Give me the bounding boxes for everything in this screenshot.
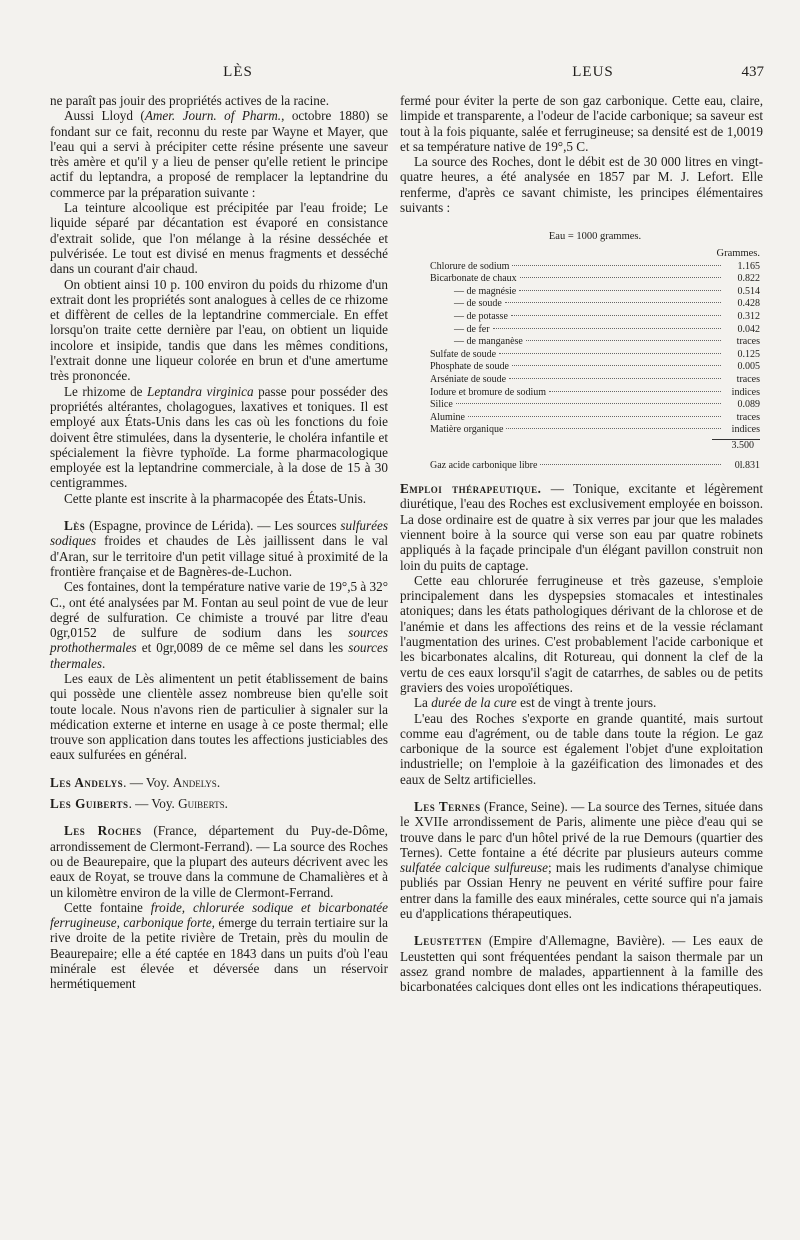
row-value: traces (736, 411, 760, 423)
paragraph: Cette plante est inscrite à la pharmacopée des États-Unis. (64, 490, 367, 506)
paragraph: fermé pour éviter la perte de son gaz carbonique. Cette eau, claire, limpide et transparente, a l'odeur de l'acide carbonique; sa saveur est tout à la fois piquante, salée et ferrugineuse; sa densité est de 1,0019 et sa température native de 19°,5 C. (400, 93, 763, 154)
entry-emploi: Emploi thérapeutique. — Tonique, excitante et légèrement diurétique, l'eau des Roches est exclusivement employée en boisson. La dose ordinaire est de quatre à six verres par jour que les malades viennent boire à la source qui verse son eau par quatre robinets appliqués à la façade principale d'un élégant pavillon construit non loin du puits de captage. (400, 481, 763, 573)
table-row-gas (430, 460, 760, 473)
headword: Emploi thérapeutique. (400, 481, 542, 497)
headword: Leustetten (414, 933, 482, 949)
row-name: — de soude (454, 298, 502, 310)
table-row (430, 374, 760, 387)
row-name: Matière organique (430, 424, 504, 436)
row-name: Alumine (430, 411, 465, 423)
table-rows (430, 261, 760, 437)
paragraph: Les eaux de Lès alimentent un petit établissement de bains qui possède une clientèle assez nombreuse bien qu'elle soit toute locale. Nous n'avons rien de particulier à signaler sur la médication externe et interne en usage à ce poste thermal; elle trouve son application dans toutes les affections justiciables des eaux sulfurées en général. (50, 670, 388, 763)
headword: Les Guiberts (50, 796, 129, 812)
paragraph: Ces fontaines, dont la température native varie de 19°,5 à 32° C., ont été analysées par M. Fontan au seul point de vue de leur degré de sulfuration. Ce chimiste a trouvé par litre d'eau 0gr,0152 de sulfure de sodium dans les sources prothothermales et 0gr,0089 de ce même sel dans les sources thermales. (50, 579, 389, 671)
row-value: indices (731, 424, 760, 436)
right-column (400, 93, 763, 995)
entry-leustetten: Leustetten (Empire d'Allemagne, Bavière). — Les eaux de Leustetten qui sont fréquentées pendant la saison thermale par un assez grand nombre de malades, appartiennent à la famille des bicarbonatées calciques dont elles ont les indications thérapeutiques. (400, 933, 763, 995)
table-row (430, 399, 760, 412)
paragraph: La durée de la cure est de vingt à trente jours. (414, 695, 657, 711)
row-value: 0.089 (737, 399, 760, 411)
table-row (430, 261, 760, 274)
entry-les-andelys: Les Andelys. — Voy. Andelys. (50, 774, 221, 790)
headword: Les Ternes (414, 799, 481, 814)
row-value: 0.822 (737, 273, 760, 285)
row-name: Gaz acide carbonique libre (430, 460, 538, 472)
row-name: Phosphate de soude (430, 361, 509, 373)
row-value: traces (736, 373, 760, 385)
entry-les-roches: Les Roches (France, département du Puy-de-Dôme, arrondissement de Clermont-Ferrand). — La source des Roches ou de Beaurepaire, que la plupart des auteurs décrivent avec les eaux de Royat, se trouve dans la commune de Chamalières et à un kilomètre environ de la ville de Clermont-Ferrand. (50, 823, 388, 900)
headword: Les Roches (64, 823, 142, 839)
row-name: Iodure et bromure de sodium (430, 386, 547, 398)
headword: Lès (64, 518, 86, 534)
paragraph: On obtient ainsi 10 p. 100 environ du poids du rhizome d'un extrait dont les propriétés sont analogues à celles de ce rhizome et diffèrent de celles de la leptandrine commerciale. En effet lorsqu'on traite cette dernière par l'eau, on obtient un liquide incolore et insipide, tandis que dans les mêmes conditions, l'extrait donne une liqueur colorée en brun et d'une amertume très prononcée. (50, 276, 388, 384)
row-value: 0l.831 (734, 460, 760, 472)
page-number: 437 (741, 64, 764, 80)
table-caption: Eau = 1000 grammes. (548, 231, 642, 243)
paragraph: ne paraît pas jouir des propriétés actives de la racine. (50, 93, 330, 108)
paragraph: La source des Roches, dont le débit est de 30 000 litres en vingt-quatre heures, a été analysée en 1857 par M. J. Lefort. Elle renferme, d'après ce savant chimiste, les principes élémentaires suivants : (400, 154, 763, 216)
entry-les: Lès (Espagne, province de Lérida). — Les sources sulfurées sodiques froides et chaudes de Lès jaillissent dans le val d'Aran, sur le territoire d'un petit village situé à proximité de la frontière française et de Bagnères-de-Luchon. (50, 518, 388, 579)
row-value: 0.312 (737, 310, 760, 322)
row-name: Silice (430, 399, 453, 411)
table-row (430, 424, 760, 437)
entry-les-ternes: Les Ternes (France, Seine). — La source des Ternes, située dans le XVIIe arrondissement de Paris, alimente une pièce d'eau qui se trouve dans le parc d'un hôtel privé de la rue Demours (quartier des Ternes). Cette fontaine a été décrite par plusieurs auteurs comme sulfatée calcique sulfureuse; mais les rudiments d'analyse chimique publiés par Ossian Henry ne peuvent en vérité suffire pour faire entrer dans la famille des eaux minérales, cette source qui n'a jamais eu d'applications thérapeutiques. (400, 799, 763, 922)
table-row (430, 361, 760, 374)
paragraph: Aussi Lloyd (Amer. Journ. of Pharm., octobre 1880) se fondant sur ce fait, reconnu du reste par Wayne et Mayer, que l'eau qui a servi à précipiter cette résine présente une saveur très amère et qu'il y a lieu de penser qu'elle retient le principe actif du leptandra, a proposé de remplacer la leptandrine du commerce par la préparation suivante : (50, 108, 389, 200)
table-row (430, 412, 760, 425)
paragraph: La teinture alcoolique est précipitée par l'eau froide; Le liquide séparé par décantation est évaporé en consistance d'extrait solide, que l'on mélange à la résine desséchée et pulvérisée. Le tout est divisé en menus fragments et desséché dans un courant d'air chaud. (50, 200, 388, 277)
row-name: Sulfate de soude (430, 348, 497, 360)
paragraph: Cette eau chlorurée ferrugineuse et très gazeuse, s'emploie principalement dans les dyspepsies stomacales et intestinales atoniques; dans les états pathologiques dérivant de la chlorose et de l'anémie et dans les affections des reins et de la vessie réclamant l'augmentation des urines. C'est probablement l'acide carbonique et les bicarbonates alcalins, dit Rotureau, qui donnent la clef de la vertu de ces eaux lorsqu'il s'agit de catarrhes, de sables ou de petits graviers des voies uropoïétiques. (400, 572, 763, 695)
row-name: — de potasse (454, 310, 508, 322)
table-unit: Grammes. (716, 247, 760, 259)
headword: Les Andelys (50, 774, 124, 790)
row-name: Bicarbonate de chaux (430, 273, 517, 285)
row-value: 0.514 (737, 285, 760, 297)
left-column (50, 93, 388, 992)
table-total: 3.500 (731, 439, 754, 451)
analysis-table (430, 231, 760, 473)
row-name: — de magnésie (454, 285, 517, 297)
row-value: traces (736, 336, 760, 348)
row-value: 0.428 (737, 298, 760, 310)
row-value: 1.165 (737, 260, 760, 272)
row-value: 0.005 (737, 361, 760, 373)
table-row (430, 273, 760, 286)
row-value: indices (731, 386, 760, 398)
table-row (430, 298, 760, 311)
paragraph: Le rhizome de Leptandra virginica passe pour posséder des propriétés altérantes, cholagogues, laxatives et toniques. Il est employé aux États-Unis dans les cas où les fonctions du foie doivent être stimulées, dans la dysenterie, le choléra infantile et spécialement la fièvre typhoïde. La forme pharmacologique employée est la leptandrine commerciale, à la dose de 15 à 30 centigrammes. (50, 383, 388, 491)
table-row (430, 387, 760, 400)
paragraph: Cette fontaine froide, chlorurée sodique et bicarbonatée ferrugineuse, carbonique forte, émerge du terrain tertiaire sur la rive droite de la petite rivière de Tretain, près du moulin de Beaurepaire; elle a été captée en 1843 dans un puits d'où l'eau minérale est élevée et déversée dans un réservoir hermétiquement (50, 899, 388, 992)
entry-les-guiberts: Les Guiberts. — Voy. Guiberts. (50, 796, 228, 812)
table-row (430, 324, 760, 337)
running-head-right: LEUS (572, 64, 614, 80)
row-name: — de fer (454, 323, 490, 335)
table-row (430, 311, 760, 324)
row-name: — de manganèse (454, 336, 523, 348)
row-name: Arséniate de soude (430, 373, 507, 385)
row-name: Chlorure de sodium (430, 260, 510, 272)
row-value: 0.042 (737, 323, 760, 335)
running-head-left: LÈS (223, 64, 253, 80)
paragraph: L'eau des Roches s'exporte en grande quantité, mais surtout comme eau d'agrément, ou de table dans toute la région. Le gaz carbonique de la source est également l'objet d'une exploitation industrielle; on l'emploie à la gazéification des limonades et des eaux de Seltz artificielles. (400, 710, 763, 787)
table-row (430, 336, 760, 349)
table-row (430, 349, 760, 362)
row-value: 0.125 (737, 348, 760, 360)
table-row (430, 286, 760, 299)
